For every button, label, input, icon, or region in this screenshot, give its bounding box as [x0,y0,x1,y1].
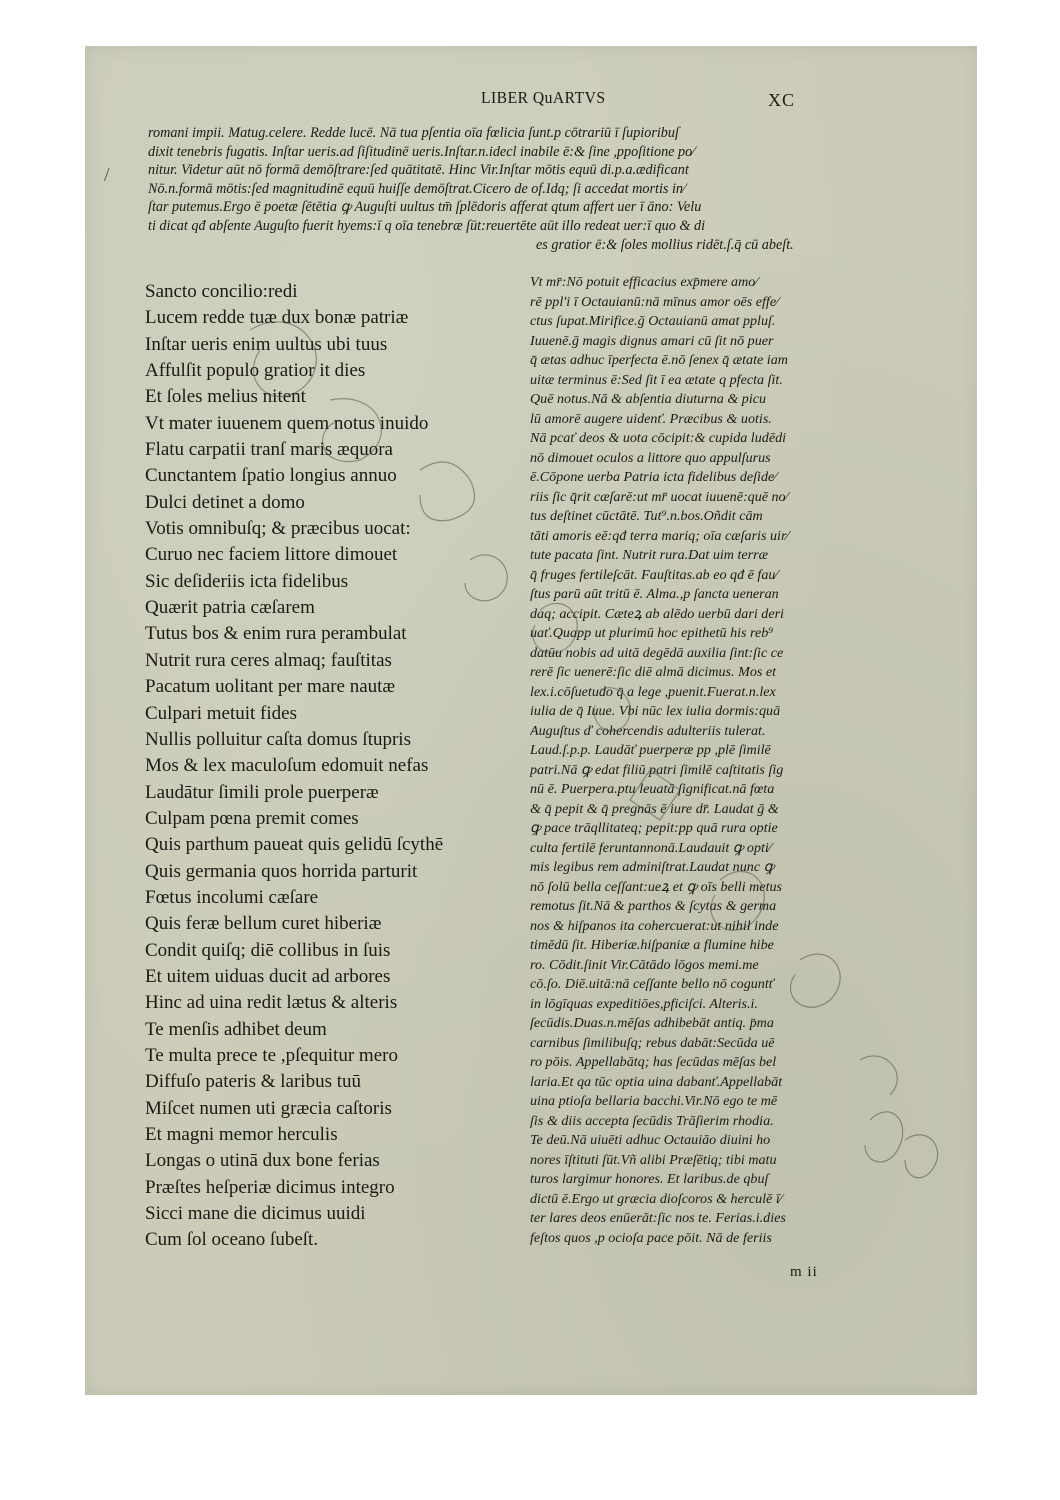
commentary-line: Iuuenē.ḡ magis dignus amari cū ſit nō puer [530,332,774,349]
commentary-line: tus deſtinet cūctātē. Tut⁹.n.bos.Oñdit cām [530,508,763,524]
verse-line: Nullis polluitur caſta domus ſtupris [145,728,411,750]
commentary-line: remotus ſit.Nā & parthos & ſcytas & germa [530,898,777,914]
commentary-line: Nō.n.formā mōtis:ſed magnitudinē equū huiſſe demōſtrat.Cicero de of.Idq; ſi accedat mortis in⁄ [148,180,686,197]
commentary-line: ē.Cōpone uerba Patria icta fidelibus deſide⁄ [530,469,777,485]
commentary-line: carnibus ſimilibuſq; rebus dabāt:Secūda uē [530,1034,775,1051]
right-commentary-column [530,273,875,1248]
commentary-line: Te deū.Nā uiuēti adhuc Octauiāo diuini ho [530,1132,771,1148]
commentary-line: Vt mr̄:Nō potuit efficacius exp̄mere amo⁄ [530,274,758,290]
commentary-line: riis ſic q̄rit cæſarē:ut mr̄ uocat iuuenē:quē no⁄ [530,488,788,505]
folio-number: XC [768,90,796,110]
commentary-line: ctus ſupat.Mirifice.ḡ Octauianū amat ppluſ. [530,313,776,329]
commentary-line: timēdū ſit. Hiberiæ.hiſpaniæ a flumine hibe [530,937,774,953]
verse-line: Culpari metuit fides [145,702,297,724]
commentary-line: lū amorē augere uidenť. Præcibus & uotis. [530,410,772,427]
commentary-line: nū ē. Puerpera.ptu leuatā ſignificat.nā fœta [530,781,775,797]
commentary-line: es gratior ē:& ſoles mollius ridēt.ſ.q̄ cū abeſt. [536,236,794,253]
verse-line: Condit quiſq; diē collibus in ſuis [145,939,391,961]
commentary-line: ſecūdis.Duas.n.mēſas adhibebāt antiq. p̄ma [530,1015,774,1031]
commentary-line: ſtus parū aūt tritū ē. Alma.,p ſancta ueneran [530,586,779,602]
verse-line: Laudātur ſimili prole puerperæ [145,781,379,803]
verse-line: Flatu carpatii tranſ maris æquora [145,439,393,461]
verse-line: Affulſit populo gratior it dies [145,360,366,382]
verse-line: Curuo nec faciem littore dimouet [145,544,398,566]
commentary-line: mis legibus rem adminiſtrat.Laudat nunc ꝙ [530,859,775,875]
commentary-line: nō dimouet oculos a littore quo appulſurus [530,449,771,466]
verse-line: Cum ſol oceano ſubeſt. [145,1229,319,1251]
verse-line: Votis omnibuſq; & præcibus uocat: [145,518,411,540]
top-commentary-block [148,124,870,254]
commentary-line: feſtos quos ,p ocioſa pace pōit. Nā de feriis [530,1229,772,1246]
commentary-line: uať.Quapp ut plurimū hoc epithetū his reb⁹ [530,625,774,641]
commentary-line: q̄ fruges fertileſcāt. Fauſtitas.ab eo qđ ē fau⁄ [530,566,778,583]
commentary-line: ter lares deos enūerāt:ſic nos te. Ferias.i.dies [530,1210,786,1226]
commentary-line: turos largimur honores. Et laribus.de qbuſ [530,1171,769,1187]
verse-line: Quis feræ bellum curet hiberiæ [145,913,382,935]
commentary-line: in lōgīquas expeditiōes,pficiſci. Alteris.i. [530,995,758,1012]
commentary-line: patri.Nā ꝙ edat filiū patri ſimilē caſtitatis ſig [530,761,784,778]
verse-line: Sic deſideriis icta fidelibus [145,570,349,592]
verse-line: Et magni memor herculis [145,1124,338,1145]
verse-line: Nutrit rura ceres almaq; fauſtitas [145,649,392,671]
commentary-line: dictū ē.Ergo ut græcia dioſcoros & herculē ī⁄ [530,1190,783,1207]
verse-line: Et uitem uiduas ducit ad arbores [145,965,391,987]
verse-line: Tutus bos & enim rura perambulat [145,623,407,645]
commentary-line: ſtar putemus.Ergo ē poetæ ſētētia ꝙ Auguſti uultus tm̄ ſplēdoris afferat qtum affert uer ī āno: Velu [148,199,702,216]
commentary-line: q̄ ætas adhuc īperfecta ē.nō ſenex q̄ ætate iam [530,352,788,368]
verse-line: Præſtes heſperiæ dicimus integro [145,1176,395,1198]
verse-line: Diffuſo pateris & laribus tuū [145,1071,362,1093]
commentary-line: datūu nobis ad uitā degēdā auxilia ſint:ſic ce [530,644,784,661]
commentary-line: Auguſtus ď cohercendis adulteriis tulerat. [530,722,766,739]
signature-mark: m ii [790,1264,818,1280]
commentary-line: nos & hiſpanos ita cohercuerat:ut nihil inde [530,917,779,934]
commentary-line: Quē notus.Nā & abſentia diuturna & picu [530,391,767,407]
commentary-line: cō.ſo. Diē.uitā:nā ceſſante bello nō coguntť [530,976,774,992]
verse-line: Sicci mane die dicimus uuidi [145,1203,366,1225]
verse-line: Vt mater iuuenem quem notus inuido [145,412,429,434]
commentary-line: laria.Et qa tūc optia uina dabanť.Appellabāt [530,1073,783,1090]
commentary-line: iulia de q̄ Iuue. Vbi nūc lex iulia dormis:quā [530,703,781,719]
running-head: LIBER QuARTVS [481,88,606,107]
verse-line: Pacatum uolitant per mare nautæ [145,676,396,698]
verse-line: Mos & lex maculoſum edomuit nefas [145,755,429,777]
commentary-line: Nā pcať deos & uota cōcipit:& cupida ludēdi [530,430,787,446]
verse-line: Sancto concilio:redi [145,281,298,302]
commentary-line: Laud.ſ.p.p. Laudāť puerperæ pp ,plē ſimilē [530,742,771,758]
commentary-line: dixit tenebris fugatis. Inſtar ueris.ad ſiſitudinē ueris.Inſtar.n.idecl inabile ē:& ſine ,ppoſitione po⁄ [148,143,695,160]
margin-mark: / [104,164,110,186]
commentary-line: ſis & diis accepta ſecūdis Trāſierim rhodia. [530,1112,774,1129]
commentary-line: rerē ſic uenerē:ſic diē almā dicimus. Mos et [530,664,777,680]
commentary-line: ti dicat qđ abſente Auguſto fuerit hyems:ī q oīa tenebræ ſūt:reuertēte aūt illo redeat uer:ī quo & di [148,217,706,234]
verse-line: Lucem redde tuæ dux bonæ patriæ [145,307,409,329]
commentary-line: rē ppl'i ī Octauianū:nā mīnus amor oēs effe⁄ [530,293,779,310]
commentary-line: ro pōis. Appellabātq; has ſecūdas mēſas bel [530,1054,777,1070]
verse-line: Quærit patria cæſarem [145,597,315,619]
verse-line: Dulci detinet a domo [145,491,305,513]
verse-line: Quis germania quos horrida parturit [145,860,418,882]
verse-line: Inſtar ueris enim uultus ubi tuus [145,333,388,355]
verse-column [145,279,525,1254]
verse-line: Et ſoles melius nitent [145,386,306,408]
verse-line: Te menſis adhibet deum [145,1018,327,1040]
commentary-line: uitæ terminus ē:Sed ſit ī ea ætate q pfecta ſit. [530,371,783,388]
commentary-line: nitur. Videtur aūt nō formā demōſtrare:ſed quātitatē. Hinc Vir.Inſtar mōtis equū di.p.a.ædificant [148,162,689,179]
commentary-line: & q̄ pepit & q̄ pregnās ē iure dr̄. Laudat ḡ & [530,800,779,817]
commentary-line: ro. Cōdit.ſinit Vir.Cātādo lōgos memi.me [530,956,759,973]
verse-line: Fœtus incolumi cæſare [145,886,319,908]
commentary-line: nores īſtituti ſūt.Vñ alibi Præſētiq; tibi matu [530,1151,777,1168]
commentary-line: uina ptioſa bellaria bacchi.Vir.Nō ego te mē [530,1093,778,1109]
commentary-line: nō ſolū bella ceſſant:ueꝝ et ꝙ oīs belli metus [530,878,783,895]
commentary-line: tute pacata ſint. Nutrit rura.Dat uim terræ [530,547,769,563]
commentary-line: daq; accipit. Cæteꝝ ab alēdo uerbū dari deri [530,605,784,622]
verse-line: Cunctantem ſpatio longius annuo [145,465,397,487]
verse-line: Longas o utinā dux bone ferias [145,1150,380,1172]
verse-line: Culpam pœna premit comes [145,807,359,829]
verse-line: Hinc ad uina redit lætus & alteris [145,992,398,1014]
verse-line: Te multa prece te ,pſequitur mero [145,1044,398,1066]
verse-line: Quis parthum paueat quis gelidū ſcythē [145,834,444,856]
verse-line: Miſcet numen uti græcia caſtoris [145,1097,392,1119]
commentary-line: romani impii. Matug.celere. Redde lucē. Nā tua pſentia oīa fœlicia ſunt.p cōtrariū ī ſupioribuſ [148,125,679,141]
commentary-line: tāti amoris eē:qđ terra mariq; oīa cæſaris uir⁄ [530,527,789,544]
commentary-line: lex.i.cōſuetudo q̄ a lege ,puenit.Fuerat.n.lex [530,683,776,700]
commentary-line: culta fertilē feruntannonā.Laudauit ꝙ opti⁄ [530,839,772,856]
commentary-line: ꝙ pace trāqllitateq; pepit:pp quā rura optie [530,820,778,836]
